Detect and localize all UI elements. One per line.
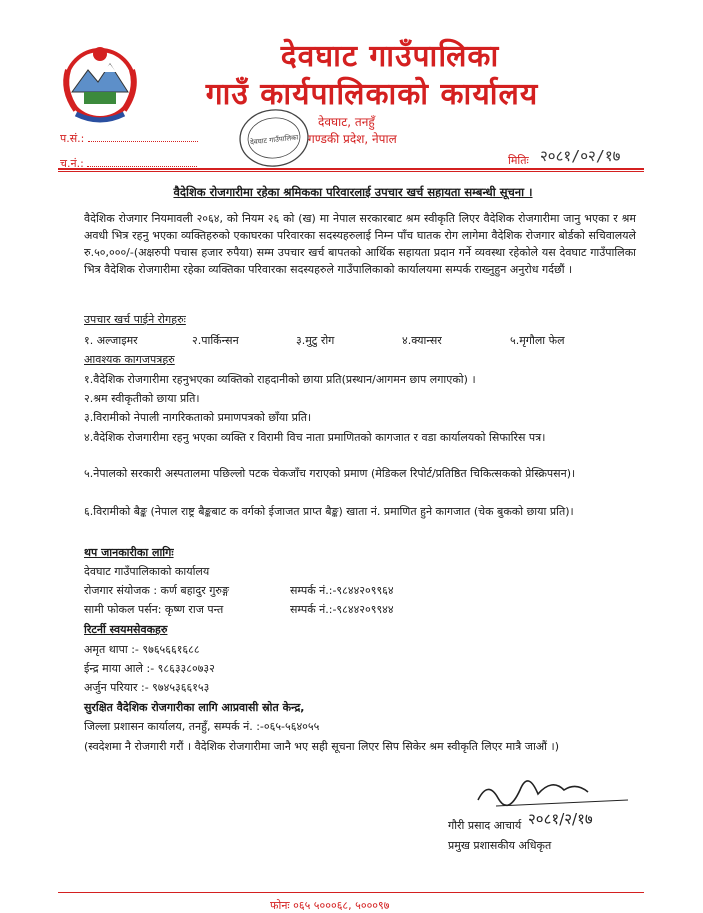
signatory-title: प्रमुख प्रशासकीय अधिकृत — [448, 839, 552, 852]
focal-person-label: सामी फोकल पर्सन: कृष्ण राज पन्त — [84, 603, 224, 616]
closing-note: (स्वदेशमा नै रोजगारी गरौं । वैदेशिक रोजगारीमा जानै भए सही सूचना लिएर सिप सिकेर श्रम स्वीकृति लिएर मात्रै जाऔं ।) — [84, 740, 560, 753]
address-line1: देवघाट, तनहुँ — [318, 115, 375, 129]
returnee-heading: रिटर्नी स्वयमसेवकहरु — [84, 623, 168, 636]
disease-item: २.पार्किन्सन — [192, 334, 239, 347]
document-item: ६.विरामीको बैङ्क (नेपाल राष्ट्र बैङ्कबाट क वर्गको ईजाजत प्राप्त बैङ्क) खाता नं. प्रमाणित हुने कागजात (चेक बुकको छाया प्रति)। — [84, 505, 574, 518]
document-item: २.श्रम स्वीकृतीको छाया प्रति। — [84, 392, 200, 405]
returnee-item: अमृत थापा :- ९७६५६६१६८८ — [84, 643, 200, 656]
migrant-centre: सुरक्षित वैदेशिक रोजगारीका लागि आप्रवासी स्रोत केन्द्र, — [84, 701, 305, 714]
stamp-text: देवघाट गाउँपालिका — [249, 133, 299, 147]
office-stamp-seal — [233, 102, 315, 174]
header-divider-thin — [58, 171, 644, 172]
dispatch-number-label: च.नं.: — [60, 157, 84, 170]
ref-number-row — [60, 131, 198, 146]
disease-item: १. अल्जाइमर — [84, 334, 138, 347]
returnee-item: अर्जुन परियार :- ९७४५३६६१५३ — [84, 681, 210, 694]
document-item: ५.नेपालको सरकारी अस्पतालमा पछिल्लो पटक चेकजाँच गराएको प्रमाण (मेडिकल रिपोर्ट/प्रतिष्ठित चिकित्सकको प्रेस्क्रिपसन)। — [84, 467, 576, 480]
migrant-centre-contact: जिल्ला प्रशासन कार्यालय, तनहुँ, सम्पर्क नं. :-०६५-५६४०५५ — [84, 720, 320, 733]
address-line2: गण्डकी प्रदेश, नेपाल — [308, 132, 397, 146]
returnee-item: ईन्द्र माया आले :- ९८६३३८०७३२ — [84, 662, 215, 675]
disease-item: ४.क्यान्सर — [402, 334, 442, 347]
date-label: मितिः — [508, 154, 529, 167]
coordinator-label: रोजगार संयोजक : कर्ण बहादुर गुरुङ्ग — [84, 584, 229, 597]
footer-phone: फोनः ०६५ ५०००६८, ५०००९७ — [270, 899, 390, 912]
notice-subject: वैदेशिक रोजगारीमा रहेका श्रमिकका परिवारलाई उपचार खर्च सहायता सम्बन्धी सूचना । — [173, 185, 533, 199]
date-value: २०८१/०२/१७ — [540, 147, 621, 165]
document-item: ४.वैदेशिक रोजगारीमा रहनु भएका व्यक्ति र विरामी विच नाता प्रमाणितको कागजात र वडा कार्यालयको सिफारिस पत्र। — [84, 431, 546, 444]
coordinator-contact: सम्पर्क नं.:-९८४४२०९९६४ — [290, 584, 394, 597]
footer-divider — [58, 892, 644, 893]
ref-number-label: प.सं.: — [60, 132, 85, 145]
more-info-heading: थप जानकारीका लागिः — [84, 546, 174, 559]
signature-date: २०८१/२/१७ — [528, 810, 593, 828]
header-divider — [58, 168, 644, 170]
document-item: ३.विरामीको नेपाली नागरिकताको प्रमाणपत्रको छाँया प्रति। — [84, 411, 312, 424]
disease-item: ५.मृगौला फेल — [510, 334, 565, 347]
office-title-line1: देवघाट गाउँपालिका — [280, 39, 500, 74]
diseases-heading: उपचार खर्च पाईने रोगहरुः — [84, 313, 186, 326]
signatory-name: गौरी प्रसाद आचार्य — [448, 819, 522, 832]
document-item: १.वैदेशिक रोजगारीमा रहनुभएका व्यक्तिको राहदानीको छाया प्रति(प्रस्थान/आगमन छाप लगाएको) । — [84, 373, 476, 386]
more-info-office: देवघाट गाउँपालिकाको कार्यालय — [84, 565, 210, 578]
disease-item: ३.मुटु रोग — [296, 334, 335, 347]
documents-heading: आवश्यक कागजपत्रहरु — [84, 353, 175, 366]
ref-number-blank — [88, 140, 198, 142]
dispatch-number-blank — [87, 165, 197, 167]
focal-person-contact: सम्पर्क नं.:-९८४४२०९९४४ — [290, 603, 394, 616]
notice-body-paragraph: वैदेशिक रोजगार नियमावली २०६४, को नियम २६ को (ख) मा नेपाल सरकारबाट श्रम स्वीकृति लिएर वैदेशिक रोजगारीमा जानु भएका र श्रम अवधी भित्र रहनु भएका व्यक्तिहरुको एकाघरका परिवारका सदस्यहरुलाई निम्न पाँच घातक रोग लागेमा वैदेशिक रोजगार बोर्डको सचिवालयले रु.५०,०००/-(अक्षरुपी पचास हजार रुपैया) सम्म उपचार खर्च बापतको आर्थिक सहायता प्रदान गर्ने व्यवस्था रहेकोले यस देवघाट गाउँपालिका भित्र वैदेशिक रोजगारीमा रहेका व्यक्तिका परिवारका सदस्यहरुले गाउँपालिकाको कार्यालयमा सम्पर्क राख्नुहुन अनुरोध गर्दछौं । — [84, 212, 636, 276]
nepal-emblem-logo — [58, 40, 142, 124]
office-title-line2: गाउँ कार्यपालिकाको कार्यालय — [205, 77, 539, 112]
